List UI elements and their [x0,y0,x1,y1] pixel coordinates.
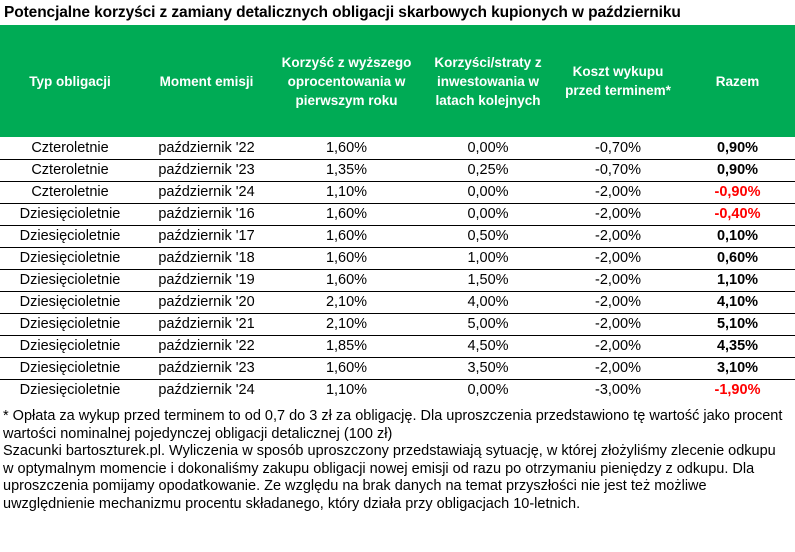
cell-korzysc-rok1: 1,60% [273,357,420,379]
cell-moment-emisji: październik '21 [140,313,273,335]
table-row [0,181,795,203]
column-header-koszt-wykupu: Koszt wykupu przed terminem* [556,25,680,137]
cell-typ-obligacji: Dziesięcioletnie [0,357,140,379]
table-row [0,159,795,181]
cell-koszt-wykupu: -0,70% [556,159,680,181]
cell-koszt-wykupu: -2,00% [556,357,680,379]
cell-korzysc-rok1: 1,35% [273,159,420,181]
cell-korzysc-rok1: 1,10% [273,379,420,401]
column-header-typ-obligacji: Typ obligacji [0,25,140,137]
cell-korzysc-rok1: 1,60% [325,139,368,156]
table-row [0,225,795,247]
cell-razem: 0,90% [716,139,759,156]
cell-typ-obligacji: Dziesięcioletnie [0,379,140,401]
column-header-korzysc-rok1: Korzyść z wyższego oprocentowania w pierwszym roku [273,25,420,137]
column-header-korzysci-lata: Korzyści/straty z inwestowania w latach kolejnych [420,25,556,137]
cell-razem: 0,60% [680,247,795,269]
cell-typ-obligacji: Czteroletnie [0,159,140,181]
cell-koszt-wykupu: -2,00% [556,313,680,335]
cell-koszt-wykupu: -2,00% [556,291,680,313]
footnote-redemption-fee: * Opłata za wykup przed terminem to od 0,7 do 3 zł za obligację. Dla uproszczenia przedstawiono tę wartość jako procent wartości nominalnej pojedynczej obligacji detalicznej (100 zł) [3,408,783,442]
cell-moment-emisji: październik '24 [140,181,273,203]
cell-korzysc-rok1: 1,60% [273,203,420,225]
cell-moment-emisji: październik '23 [140,357,273,379]
cell-korzysci-lata: 0,25% [420,159,556,181]
table-row [0,313,795,335]
cell-moment-emisji: październik '23 [140,159,273,181]
cell-razem: -0,40% [680,203,795,225]
table-row [0,379,795,401]
cell-typ-obligacji: Dziesięcioletnie [0,269,140,291]
cell-razem: 1,10% [680,269,795,291]
cell-koszt-wykupu: -2,00% [556,181,680,203]
cell-razem: -0,90% [680,181,795,203]
footnote-source-methodology: Szacunki bartoszturek.pl. Wyliczenia w sposób uproszczony przedstawiają sytuację, w której złożyliśmy zlecenie odkupu w optymalnym momencie i dokonaliśmy zakupu obligacji nowej emisji od razu po otrzymaniu pieniędzy z odkupu. Dla uproszczenia pomijamy opodatkowanie. Ze względu na brak danych na temat przyszłości nie jest też możliwe uwzględnienie mechanizmu procentu składanego, który działa przy obligacjach 10-letnich. [3,443,776,512]
cell-korzysci-lata: 1,00% [420,247,556,269]
cell-typ-obligacji: Dziesięcioletnie [0,291,140,313]
table-header [0,25,795,137]
cell-razem: 0,10% [680,225,795,247]
column-header-razem: Razem [680,25,795,137]
table-row [0,335,795,357]
cell-moment-emisji: październik '20 [140,291,273,313]
cell-korzysci-lata: 4,50% [420,335,556,357]
cell-koszt-wykupu: -2,00% [556,269,680,291]
table-row [0,203,795,225]
cell-moment-emisji: październik '22 [158,139,255,156]
table-row [0,269,795,291]
cell-typ-obligacji: Czteroletnie [0,181,140,203]
cell-korzysci-lata: 5,00% [420,313,556,335]
cell-korzysci-lata: 0,50% [420,225,556,247]
cell-moment-emisji: październik '16 [140,203,273,225]
cell-koszt-wykupu: -2,00% [556,225,680,247]
cell-korzysci-lata: 0,00% [420,181,556,203]
cell-koszt-wykupu: -3,00% [556,379,680,401]
cell-typ-obligacji: Dziesięcioletnie [0,247,140,269]
table-body [0,137,795,401]
cell-razem: -1,90% [680,379,795,401]
header-row [0,25,795,137]
cell-razem: 4,35% [680,335,795,357]
cell-korzysc-rok1: 1,60% [273,269,420,291]
cell-moment-emisji: październik '24 [140,379,273,401]
cell-korzysci-lata: 3,50% [420,357,556,379]
cell-razem: 5,10% [680,313,795,335]
cell-typ-obligacji: Czteroletnie [31,139,109,156]
cell-korzysc-rok1: 2,10% [273,313,420,335]
cell-korzysci-lata: 0,00% [420,203,556,225]
column-header-moment-emisji: Moment emisji [140,25,273,137]
cell-koszt-wykupu: -2,00% [556,335,680,357]
cell-razem: 0,90% [680,159,795,181]
cell-korzysc-rok1: 1,60% [273,225,420,247]
cell-korzysci-lata: 0,00% [467,139,509,156]
cell-koszt-wykupu: -0,70% [595,139,641,156]
cell-typ-obligacji: Dziesięcioletnie [0,225,140,247]
cell-koszt-wykupu: -2,00% [556,247,680,269]
chart-title: Potencjalne korzyści z zamiany detalicznych obligacji skarbowych kupionych w październiku [4,4,681,21]
footnotes [0,408,795,513]
cell-typ-obligacji: Dziesięcioletnie [0,203,140,225]
cell-korzysc-rok1: 1,85% [273,335,420,357]
cell-korzysci-lata: 1,50% [420,269,556,291]
cell-korzysc-rok1: 1,10% [273,181,420,203]
table-row [0,357,795,379]
table-row [0,247,795,269]
cell-razem: 3,10% [680,357,795,379]
cell-koszt-wykupu: -2,00% [556,203,680,225]
cell-moment-emisji: październik '17 [140,225,273,247]
cell-korzysci-lata: 4,00% [420,291,556,313]
cell-typ-obligacji: Dziesięcioletnie [0,313,140,335]
cell-moment-emisji: październik '22 [140,335,273,357]
cell-korzysc-rok1: 2,10% [273,291,420,313]
cell-razem: 4,10% [680,291,795,313]
bond-table [0,25,795,401]
cell-moment-emisji: październik '19 [140,269,273,291]
table-row [0,291,795,313]
table-row [0,137,795,159]
cell-korzysci-lata: 0,00% [420,379,556,401]
cell-korzysc-rok1: 1,60% [273,247,420,269]
cell-typ-obligacji: Dziesięcioletnie [0,335,140,357]
cell-moment-emisji: październik '18 [140,247,273,269]
